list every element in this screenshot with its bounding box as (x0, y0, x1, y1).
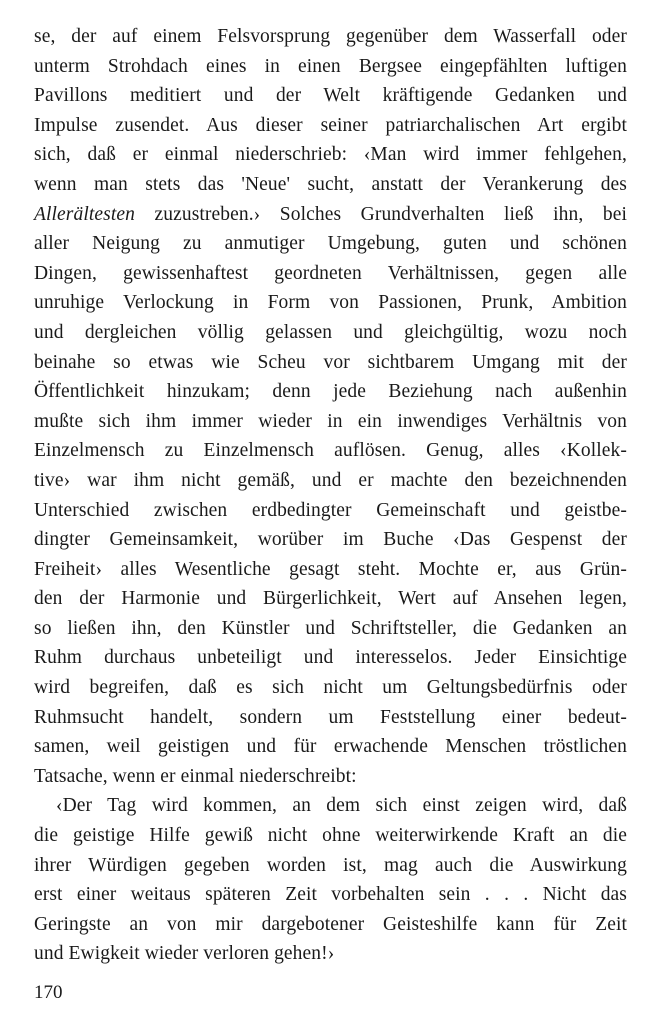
text-line: Freiheit› alles Wesentliche gesagt steht. Mochte er, aus Grün- (34, 558, 627, 580)
text-line: Ruhmsucht handelt, sondern um Feststellung einer bedeut- (34, 706, 627, 728)
text-line: sich, daß er einmal niederschrieb: ‹Man wird immer fehlgehen, (34, 144, 627, 166)
text-line: Impulse zusendet. Aus dieser seiner patriarchalischen Art ergibt (34, 114, 627, 136)
text-line: samen, weil geistigen und für erwachende Menschen tröstlichen (34, 736, 627, 758)
text-line: Tatsache, wenn er einmal niederschreibt: (34, 765, 357, 787)
text-line: die geistige Hilfe gewiß nicht ohne weiterwirkende Kraft an die (34, 825, 627, 847)
text-line: unterm Strohdach eines in einen Bergsee eingepfählten luftigen (34, 55, 627, 77)
text-line: beinahe so etwas wie Scheu vor sichtbarem Umgang mit der (34, 351, 627, 373)
italic-word: Allerältesten (34, 203, 135, 225)
text-line: erst einer weitaus späteren Zeit vorbehalten sein . . . Nicht das (34, 884, 627, 906)
body-text (34, 22, 627, 969)
text-line: Geringste an von mir dargebotener Geisteshilfe kann für Zeit (34, 913, 627, 935)
text-line: ihrer Würdigen gegeben worden ist, mag auch die Auswirkung (34, 854, 627, 876)
text-line: Pavillons meditiert und der Welt kräftigende Gedanken und (34, 85, 627, 107)
text-line: den der Harmonie und Bürgerlichkeit, Wert auf Ansehen legen, (34, 588, 627, 610)
text-line: und dergleichen völlig gelassen und gleichgültig, wozu noch (34, 321, 627, 343)
text-line: Ruhm durchaus unbeteiligt und interesselos. Jeder Einsichtige (34, 647, 627, 669)
text-line: Allerältesten zuzustreben.› Solches Grundverhalten ließ ihn, bei (34, 203, 627, 225)
text-line: ‹Der Tag wird kommen, an dem sich einst zeigen wird, daß (56, 795, 627, 817)
text-line: so ließen ihn, den Künstler und Schriftsteller, die Gedanken an (34, 617, 627, 639)
text-line: wird begreifen, daß es sich nicht um Geltungsbedürfnis oder (34, 677, 627, 699)
text-line: und Ewigkeit wieder verloren gehen!› (34, 943, 335, 965)
text-line: mußte sich ihm immer wieder in ein inwendiges Verhältnis von (34, 410, 627, 432)
text-line: Unterschied zwischen erdbedingter Gemeinschaft und geistbe- (34, 499, 627, 521)
text-line: wenn man stets das 'Neue' sucht, anstatt der Verankerung des (34, 173, 627, 195)
text-line: Einzelmensch zu Einzelmensch auflösen. Genug, alles ‹Kollek- (34, 440, 627, 462)
text-line: tive› war ihm nicht gemäß, und er machte den bezeichnenden (34, 469, 627, 491)
text-line: unruhige Verlockung in Form von Passionen, Prunk, Ambition (34, 292, 627, 314)
text-line: aller Neigung zu anmutiger Umgebung, guten und schönen (34, 233, 627, 255)
text-line: Öffentlichkeit hinzukam; denn jede Beziehung nach außenhin (34, 381, 627, 403)
text-line: Dingen, gewissenhaftest geordneten Verhältnissen, gegen alle (34, 262, 627, 284)
page-number: 170 (34, 982, 63, 1003)
text-line: se, der auf einem Felsvorsprung gegenüber dem Wasserfall oder (34, 26, 627, 47)
text-line: dingter Gemeinsamkeit, worüber im Buche ‹Das Gespenst der (34, 529, 627, 551)
